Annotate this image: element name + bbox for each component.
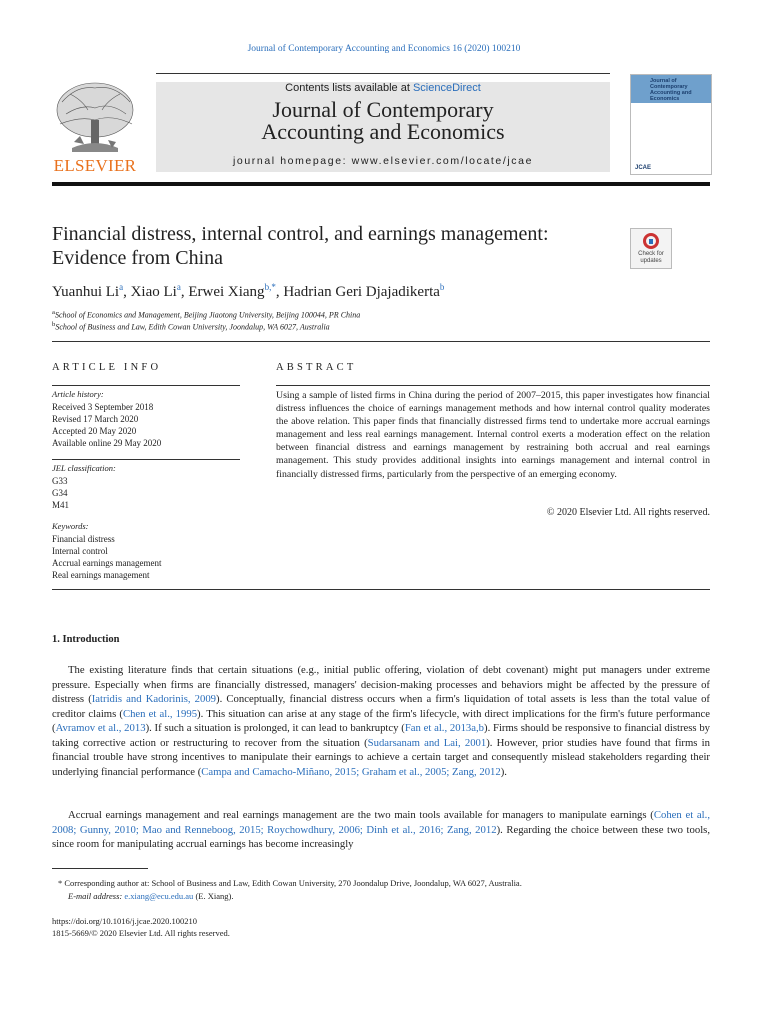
intro-paragraph-1: [52, 663, 710, 779]
paragraph-text: Accrual earnings management and real earnings management are the two main tools available for managers to manipulate earnings (: [68, 809, 654, 821]
paragraph-text: ).: [500, 765, 507, 778]
author-name[interactable]: Yuanhui Li: [52, 284, 120, 300]
affiliation-marker: b: [52, 321, 56, 328]
keywords-label: Keywords:: [52, 521, 89, 531]
affiliation: [52, 309, 360, 320]
article-title-line2: Evidence from China: [52, 247, 224, 269]
paragraph-text: The existing literature finds that certain situations (e.g., initial public offering, violation of debt covenant) might put managers under extreme pressure. Especially when firms are financially distressed, managers' decision-making processes and behaviors might be affected by the pressure of distress (: [52, 664, 710, 705]
affiliation-marker: a: [52, 309, 55, 316]
history-item: Accepted 20 May 2020: [52, 426, 137, 436]
affiliation-text: School of Business and Law, Edith Cowan University, Joondalup, WA 6027, Australia: [55, 322, 330, 332]
article-title-line1: Financial distress, internal control, and earnings management:: [52, 223, 549, 245]
citation-link[interactable]: Avramov et al., 2013: [55, 722, 146, 734]
journal-title-line1: Journal of Contemporary: [272, 97, 494, 122]
email-link[interactable]: e.xiang@ecu.edu.au: [124, 891, 194, 901]
history-label: Article history:: [52, 389, 104, 399]
author-separator: ,: [275, 284, 284, 300]
affiliation: [52, 321, 330, 332]
keyword[interactable]: Internal control: [52, 546, 108, 556]
journal-reference[interactable]: Journal of Contemporary Accounting and Economics 16 (2020) 100210: [247, 44, 521, 54]
paragraph-text: ). However, prior studies have found that firms in financial trouble have strong incentives to manipulate their earnings to achieve a certain target and consequently mislead stakeholders regarding their underlying financial performance (: [52, 736, 710, 778]
affiliation-text: School of Economics and Management, Beijing Jiaotong University, Beijing 100044, PR China: [54, 310, 361, 320]
crossmark-label: Check for updates: [638, 251, 664, 264]
jel-code: G34: [52, 488, 68, 498]
author-name[interactable]: Erwei Xiang: [188, 284, 265, 300]
history-item: Available online 29 May 2020: [52, 438, 162, 448]
article-title: [52, 222, 622, 270]
header-divider: [52, 182, 710, 186]
publisher-name: ELSEVIER: [53, 156, 137, 175]
issn-line: 1815-5669/© 2020 Elsevier Ltd. All rights reserved.: [52, 928, 230, 938]
contents-line: [156, 82, 610, 94]
abstract-copyright: © 2020 Elsevier Ltd. All rights reserved.: [546, 507, 710, 518]
journal-cover-thumbnail: [630, 74, 712, 175]
paragraph-text: ). If such a situation is prolonged, it can lead to bankruptcy (: [145, 722, 405, 734]
paragraph-text: ). This situation can arise at any stage of the firm's lifecycle, with direct implications for the firm's future performance (: [52, 707, 710, 734]
abstract-rule: [276, 385, 710, 386]
history-item: Received 3 September 2018: [52, 402, 154, 412]
cover-title: Journal of Contemporary Accounting and Economics: [650, 78, 692, 102]
author-separator: ,: [180, 284, 189, 300]
citation-link[interactable]: Iatridis and Kadorinis, 2009: [91, 693, 217, 705]
author-name[interactable]: Xiao Li: [130, 284, 177, 300]
header-rule: [156, 73, 610, 74]
section-divider: [52, 589, 710, 590]
keyword[interactable]: Real earnings management: [52, 570, 150, 580]
contents-prefix: Contents lists available at: [285, 82, 413, 94]
article-info-rule: [52, 385, 240, 386]
doi-link[interactable]: https://doi.org/10.1016/j.jcae.2020.100210: [52, 916, 198, 926]
jel-code: G33: [52, 476, 68, 486]
journal-title: [156, 99, 610, 143]
footnote-rule: [52, 868, 148, 869]
email-label: E-mail address:: [68, 891, 125, 901]
corresponding-author-note: * Corresponding author at: School of Business and Law, Edith Cowan University, 270 Joondalup Drive, Joondalup, WA 6027, Australia.: [58, 878, 522, 888]
sciencedirect-link[interactable]: ScienceDirect: [412, 82, 481, 94]
author-affiliation-marker[interactable]: a: [176, 282, 181, 292]
email-suffix: (E. Xiang).: [193, 891, 234, 901]
author-name[interactable]: Hadrian Geri Djajadikerta: [283, 284, 440, 300]
journal-title-line2: Accounting and Economics: [261, 119, 505, 144]
paragraph-text: ). Firms should be responsive to financial distress by taking corrective action or restructuring to recover from the situation (: [52, 722, 711, 749]
citation-link[interactable]: Sudarsanam and Lai, 2001: [367, 736, 487, 749]
paragraph-text: ). Regarding the choice between these two tools, since room for manipulating accrual earnings has become increasingly: [52, 823, 710, 850]
check-for-updates-button[interactable]: [630, 228, 672, 269]
keyword[interactable]: Accrual earnings management: [52, 558, 162, 568]
author-affiliation-marker[interactable]: b: [439, 282, 445, 292]
abstract-text: Using a sample of listed firms in China during the period of 2007–2015, this paper investigates how financial distress influences the choice of earnings management methods and how internal control quality moderates the above relation. This paper finds that financially distressed firms tend to undertake more accrual earnings management and less real earnings management. Internal control exerts a moderation effect on the relation between financial distress and earnings management by restraining both accrual and real earnings management. This study provides additional insights into earnings management and internal control in financially distressed firms, particularly from the perspective of an emerging economy.: [276, 390, 710, 480]
article-info-heading: ARTICLE INFO: [52, 362, 162, 373]
jel-code: M41: [52, 500, 70, 510]
author-affiliation-marker[interactable]: a: [119, 282, 124, 292]
intro-paragraph-2: [52, 808, 710, 852]
email-note: [68, 891, 233, 901]
jel-label: JEL classification:: [52, 463, 116, 473]
keyword[interactable]: Financial distress: [52, 534, 115, 544]
citation-link[interactable]: Campa and Camacho-Miñano, 2015; Graham et al., 2005; Zang, 2012: [201, 765, 501, 778]
citation-link[interactable]: Fan et al., 2013a,b: [404, 722, 485, 734]
crossmark-icon: [643, 233, 659, 249]
cover-abbreviation: JCAE: [635, 165, 652, 171]
author-affiliation-marker[interactable]: b,*: [264, 282, 276, 292]
introduction-heading: 1. Introduction: [52, 634, 120, 645]
author-list: [52, 282, 710, 301]
history-item: Revised 17 March 2020: [52, 414, 139, 424]
author-separator: ,: [123, 284, 131, 300]
citation-link[interactable]: Cohen et al., 2008; Gunny, 2010; Mao and Renneboog, 2015; Roychowdhury, 2006; Dinh et al., 2016; Zang, 2012: [52, 809, 710, 836]
jel-rule: [52, 459, 240, 460]
section-divider: [52, 341, 710, 342]
citation-link[interactable]: Chen et al., 1995: [122, 707, 198, 720]
abstract-heading: ABSTRACT: [276, 362, 357, 373]
journal-homepage[interactable]: journal homepage: www.elsevier.com/locate/jcae: [232, 155, 534, 167]
paragraph-text: ). Conceptually, financial distress occurs when a firm's liquidation of total assets is less than the total value of creditor claims (: [52, 693, 710, 720]
